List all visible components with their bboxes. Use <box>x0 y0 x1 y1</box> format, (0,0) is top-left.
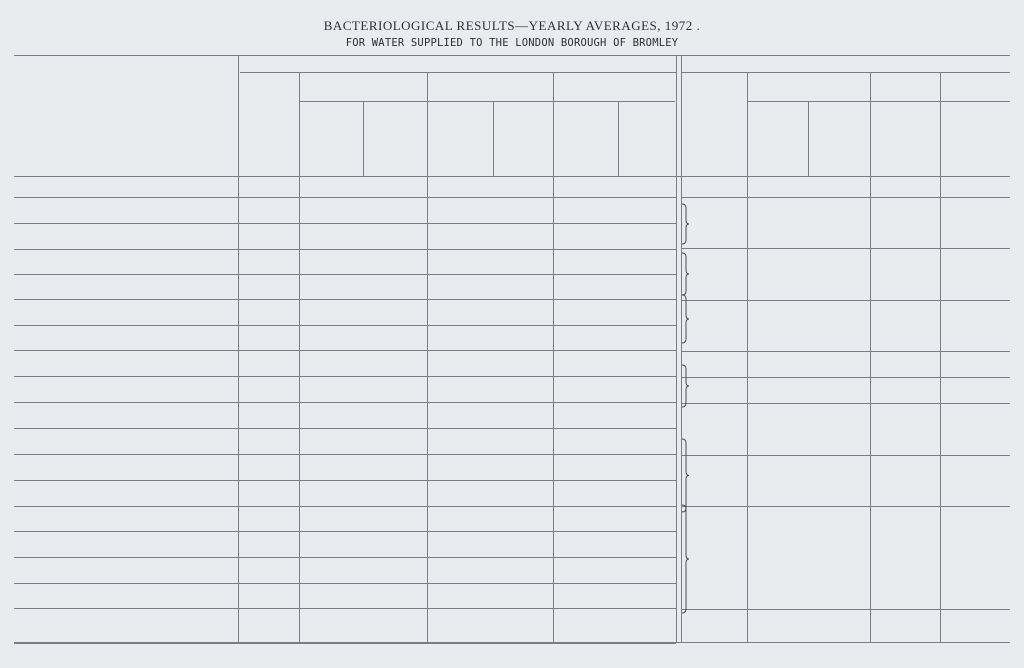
rule-line <box>14 55 1010 56</box>
rule-line <box>682 506 1010 507</box>
rule-line <box>748 101 1010 102</box>
column-rule <box>808 101 809 176</box>
brace-north-orpington <box>680 364 690 408</box>
rule-line <box>240 72 676 73</box>
page-subtitle: FOR WATER SUPPLIED TO THE LONDON BOROUGH OF BROMLEY <box>345 37 679 49</box>
rule-line <box>14 299 676 300</box>
column-rule <box>676 55 677 642</box>
rule-line <box>14 608 676 609</box>
column-rule <box>493 101 494 176</box>
rule-line <box>14 531 676 532</box>
column-rule <box>238 55 239 642</box>
brace-icon <box>680 294 690 344</box>
rule-line <box>14 480 676 481</box>
rule-line <box>682 197 1010 198</box>
rule-line <box>14 454 676 455</box>
brace-icon <box>680 438 690 513</box>
rule-line <box>14 557 676 558</box>
rule-line <box>14 274 676 275</box>
brace-horton-kirby <box>680 252 690 296</box>
rule-line <box>14 376 676 377</box>
rule-line <box>14 506 676 507</box>
brace-icon <box>680 364 690 408</box>
brace-icon <box>680 203 690 245</box>
rule-line <box>682 351 1010 352</box>
rule-line <box>14 402 676 403</box>
rule-line <box>682 248 1010 249</box>
rule-line <box>14 583 676 584</box>
brace-icon <box>680 252 690 296</box>
rule-line <box>14 325 676 326</box>
column-rule <box>940 72 941 642</box>
rule-line <box>682 377 1010 378</box>
brace-sundridge <box>680 504 690 614</box>
rule-line <box>682 300 1010 301</box>
brace-lullingstone <box>680 294 690 344</box>
rule-line <box>14 249 676 250</box>
brace-icon <box>680 504 690 614</box>
page-title: BACTERIOLOGICAL RESULTS—YEARLY AVERAGES, 1972 . <box>323 18 701 33</box>
column-rule <box>618 101 619 176</box>
column-rule <box>747 72 748 642</box>
rule-line <box>682 455 1010 456</box>
brace-shortlands <box>680 438 690 513</box>
rule-line <box>682 72 1010 73</box>
brace-eynsford <box>680 203 690 245</box>
rule-line <box>14 223 676 224</box>
column-rule <box>363 101 364 176</box>
rule-line <box>682 403 1010 404</box>
rule-line <box>14 643 676 644</box>
rule-line <box>14 197 676 198</box>
rule-line <box>14 428 676 429</box>
column-rule <box>870 72 871 642</box>
rule-line <box>14 350 676 351</box>
rule-line <box>682 609 1010 610</box>
rule-line <box>14 176 1010 177</box>
